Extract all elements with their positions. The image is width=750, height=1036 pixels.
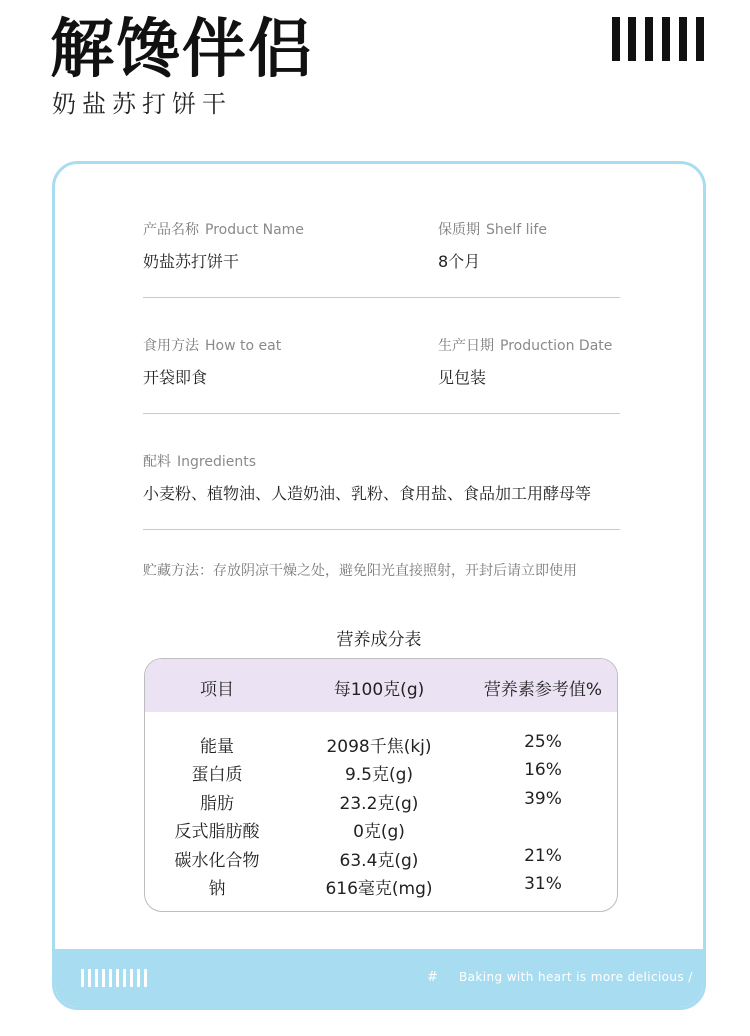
nutrient-name: 碳水化合物 xyxy=(174,851,260,871)
product-name-value: 奶盐苏打饼干 xyxy=(143,252,240,271)
header-item: 项目 xyxy=(200,680,234,700)
nutrient-amount: 616毫克(mg) xyxy=(325,879,433,899)
ingredients-label: 配料 xyxy=(143,454,171,470)
storage-instructions: 贮藏方法：存放阴凉干燥之处，避免阳光直接照射，开封后请立即使用 xyxy=(143,563,577,579)
nutrient-amount: 23.2克(g) xyxy=(339,794,419,814)
nutrient-name: 反式脂肪酸 xyxy=(174,822,260,842)
ingredients-value: 小麦粉、植物油、人造奶油、乳粉、食用盐、食品加工用酵母等 xyxy=(143,484,592,503)
product-info-card xyxy=(52,161,706,1010)
production-date-label-en: Production Date xyxy=(500,338,613,354)
brand-subtitle: 奶盐苏打饼干 xyxy=(52,90,232,118)
barcode-stripes-icon xyxy=(612,17,704,61)
how-to-eat-label: 食用方法 xyxy=(143,338,199,354)
how-to-eat-field xyxy=(143,336,281,389)
shelf-life-value: 8个月 xyxy=(438,252,481,271)
divider xyxy=(143,413,620,414)
nutrient-amount: 2098千焦(kj) xyxy=(326,737,432,757)
shelf-life-label-en: Shelf life xyxy=(486,222,547,238)
product-name-label: 产品名称 xyxy=(143,222,199,238)
footer-band xyxy=(55,949,703,1007)
nutrient-nrv: 31% xyxy=(524,874,562,894)
how-to-eat-label-en: How to eat xyxy=(205,338,282,354)
shelf-life-label: 保质期 xyxy=(438,222,480,238)
nutrient-name: 能量 xyxy=(200,737,234,757)
nutrition-table xyxy=(144,658,618,912)
nutrient-amount: 63.4克(g) xyxy=(339,851,419,871)
production-date-value: 见包装 xyxy=(438,368,487,387)
nutrient-nrv: 16% xyxy=(524,760,562,780)
nutrition-table-title: 营养成分表 xyxy=(336,630,422,650)
shelf-life-field xyxy=(438,220,547,273)
nutrient-name: 蛋白质 xyxy=(191,765,243,785)
divider xyxy=(143,529,620,530)
brand-title: 解馋伴侣 xyxy=(50,13,314,87)
footer-slogan: Baking with heart is more delicious / xyxy=(459,970,693,984)
how-to-eat-value: 开袋即食 xyxy=(143,368,208,387)
footer-stripes-icon xyxy=(81,969,151,987)
product-name-field xyxy=(143,220,304,273)
ingredients-label-en: Ingredients xyxy=(177,454,256,470)
divider xyxy=(143,297,620,298)
header-nrv: 营养素参考值% xyxy=(483,680,603,700)
nutrient-nrv: 21% xyxy=(524,846,562,866)
ingredients-field xyxy=(143,452,591,505)
nutrient-amount: 9.5克(g) xyxy=(344,765,414,785)
nutrient-nrv: 25% xyxy=(524,732,562,752)
header-per-100g: 每100克(g) xyxy=(333,680,425,700)
nutrient-nrv: 39% xyxy=(524,789,562,809)
nutrient-name: 钠 xyxy=(208,879,226,899)
nutrition-table-header xyxy=(145,659,617,712)
nutrient-amount: 0克(g) xyxy=(353,822,405,842)
production-date-label: 生产日期 xyxy=(438,338,494,354)
production-date-field xyxy=(438,336,612,389)
footer-hash: # xyxy=(427,970,438,985)
product-name-label-en: Product Name xyxy=(205,222,304,238)
nutrient-name: 脂肪 xyxy=(200,794,234,814)
